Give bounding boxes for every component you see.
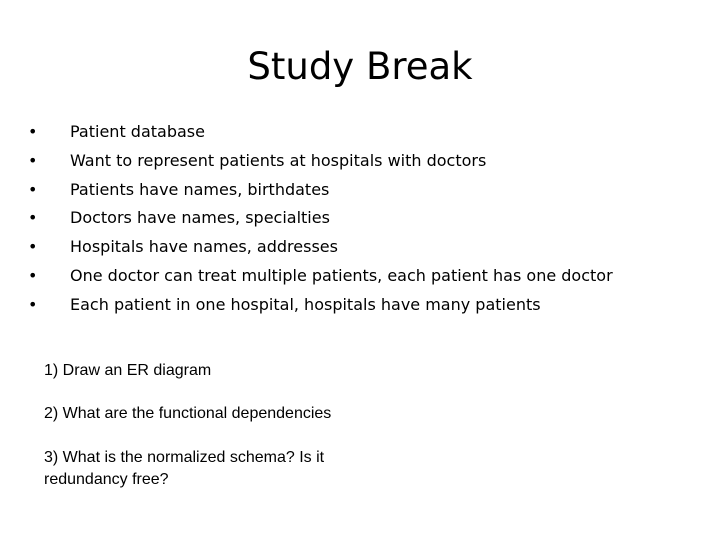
bullet-text: Patient database [70,122,205,141]
bullet-list [28,118,613,320]
bullet-text: One doctor can treat multiple patients, each patient has one doctor [70,265,613,285]
bullet-item [28,233,613,262]
bullet-dot-icon: • [28,150,38,170]
bullet-text: Doctors have names, specialties [70,208,330,228]
bullet-dot-icon: • [28,179,38,199]
bullet-text: Hospitals have names, addresses [70,237,338,257]
question-1: 1) Draw an ER diagram [44,362,212,379]
bullet-item [28,147,613,176]
question-2: 2) What are the functional dependencies [44,405,332,422]
bullet-dot-icon: • [28,208,38,228]
bullet-dot-icon: • [28,294,38,314]
bullet-item [28,291,613,320]
slide-title: Study Break [247,45,473,88]
bullet-item [28,176,613,205]
bullet-dot-icon: • [28,237,38,257]
bullet-item [28,204,613,233]
bullet-dot-icon: • [28,265,38,285]
bullet-text: Each patient in one hospital, hospitals have many patients [70,294,541,314]
bullet-item [28,262,613,291]
bullet-text: Patients have names, birthdates [70,179,330,199]
bullet-text: Want to represent patients at hospitals with doctors [70,150,487,170]
bullet-dot-icon: • [28,122,38,141]
question-3: 3) What is the normalized schema? Is it redundancy free? [44,449,325,488]
bullet-item [28,118,613,147]
